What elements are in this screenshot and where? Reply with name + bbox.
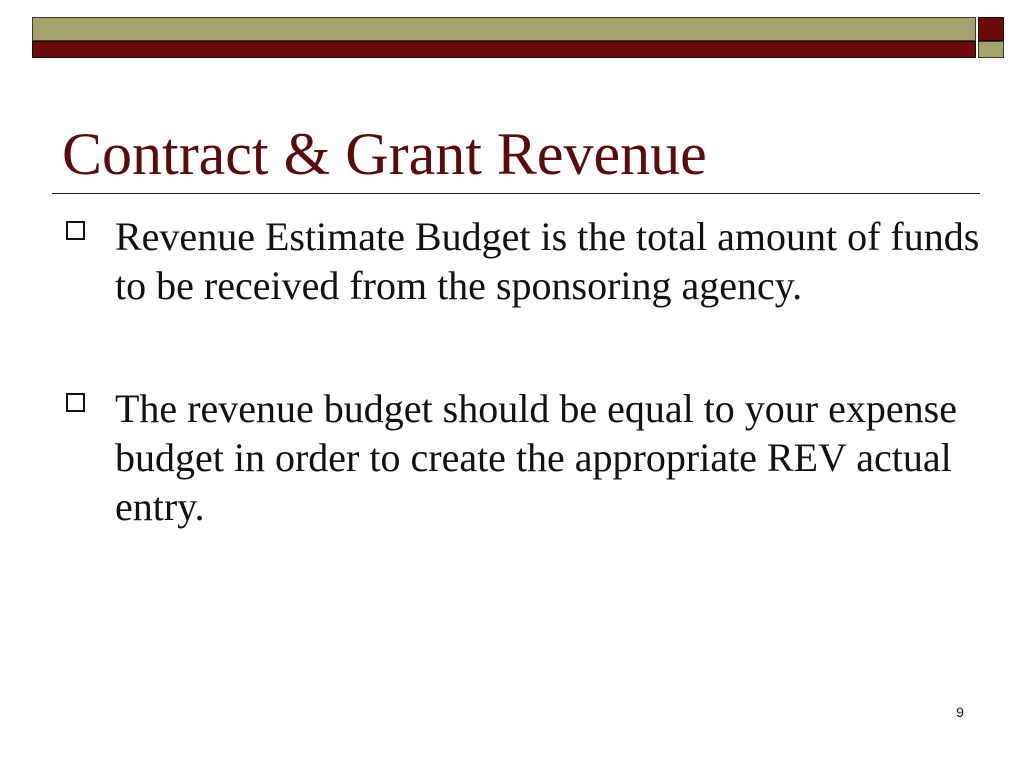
bullet-list (64, 212, 984, 531)
bullet-text: Revenue Estimate Budget is the total amount of funds to be received from the sponsoring agency. (115, 214, 980, 308)
hollow-square-bullet-icon (66, 221, 85, 240)
slide-title: Contract & Grant Revenue (62, 121, 707, 187)
bullet-text: The revenue budget should be equal to your expense budget in order to create the appropriate REV actual entry. (115, 386, 957, 529)
title-divider (52, 193, 980, 194)
slide-page-number: 9 (956, 704, 964, 720)
hollow-square-bullet-icon (66, 393, 85, 412)
header-corner-olive-square (978, 41, 1004, 58)
bullet-item (64, 384, 984, 531)
header-banner-olive-bar (32, 17, 976, 41)
header-banner-maroon-bar (32, 41, 976, 58)
bullet-item (64, 212, 984, 310)
header-corner-maroon-square (978, 17, 1004, 41)
